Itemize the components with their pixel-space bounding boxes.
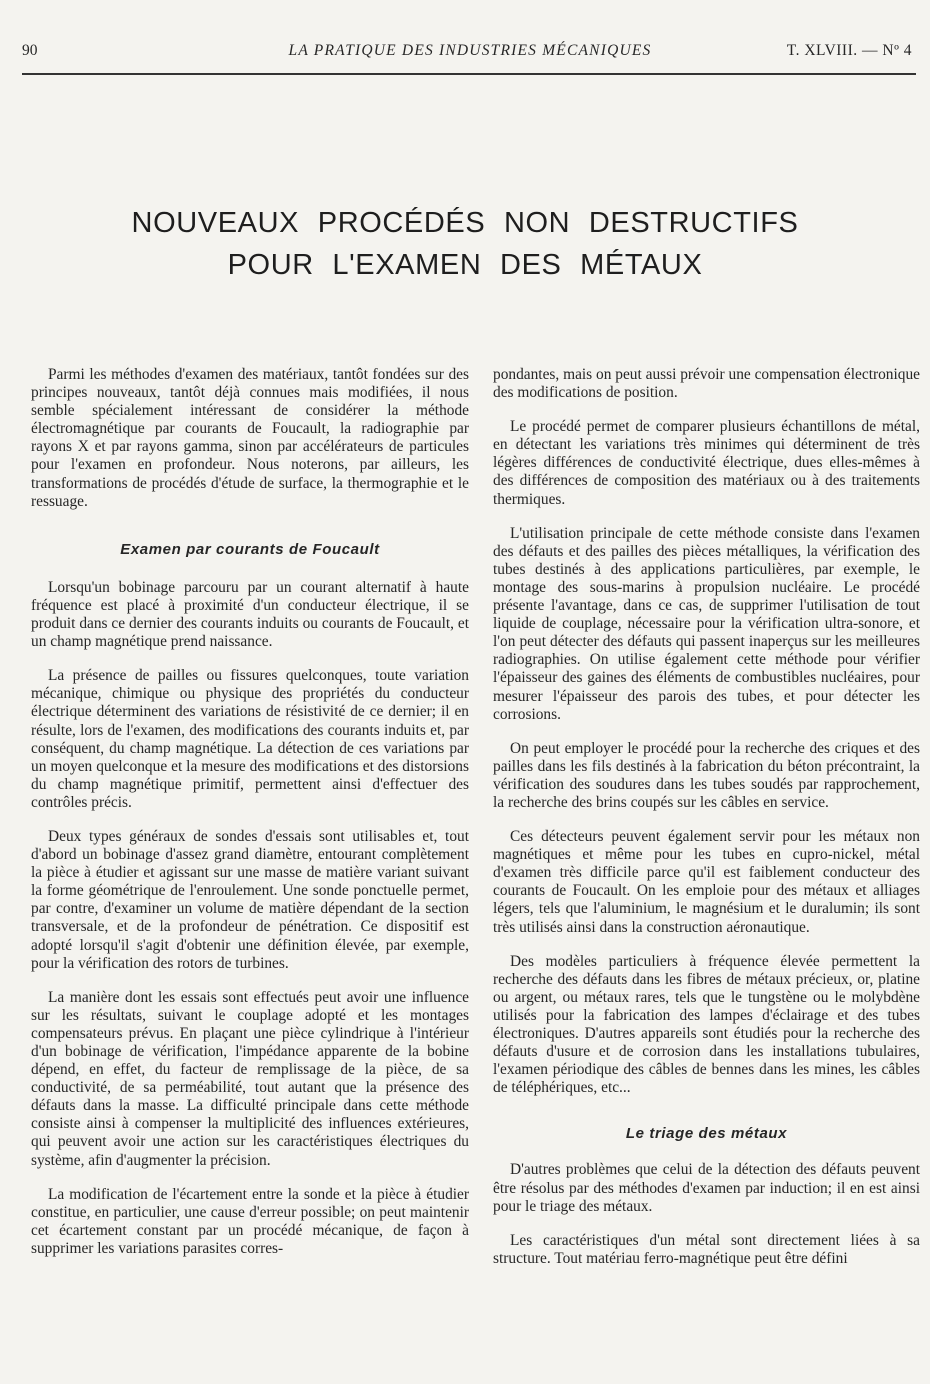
paragraph: On peut employer le procédé pour la recherche des criques et des pailles dans les fils destinés à la fabrication du béton précontraint, la vérification des soudures dans les tubes soudés par rapprochement, la recherche des brins coupés sur les câbles en service. [493, 739, 920, 811]
paragraph: Deux types généraux de sondes d'essais sont utilisables et, tout d'abord un bobinage d'assez grand diamètre, entourant complètement la pièce à étudier et agissant sur une masse de matière variant suivant la forme géométrique de l'enroulement. Une sonde ponctuelle permet, par contre, d'examiner un volume de matière dépendant de la section transversale, et de la profondeur de pénétration. Ce dispositif est adopté lorsqu'il s'agit d'obtenir une définition élevée, par exemple, pour la vérification des rotors de turbines. [31, 827, 469, 972]
intro-paragraph: Parmi les méthodes d'examen des matériaux, tantôt fondées sur des principes nouveaux, tantôt déjà connues mais modifiées, il nous semble spécialement intéressant de considérer la méthode électromagnétique par courants de Foucault, la radiographie par rayons X et par rayons gamma, sinon par accélérateurs de particules pour l'examen en profondeur. Nous noterons, par ailleurs, les transformations de procédés d'étude de surface, la thermographie et le ressuage. [31, 366, 469, 510]
left-column [31, 366, 469, 1274]
continued-paragraph: pondantes, mais on peut aussi prévoir une compensation électronique des modifications de position. [493, 366, 920, 402]
article-title [0, 202, 930, 286]
paragraph: Lorsqu'un bobinage parcouru par un courant alternatif à haute fréquence est placé à proximité d'un conducteur électrique, il se produit dans ce dernier des courants induits ou courants de Foucault, et un champ magnétique prend naissance. [31, 578, 469, 651]
right-column [493, 366, 920, 1284]
article-title-line-1: NOUVEAUX PROCÉDÉS NON DESTRUCTIFS [131, 207, 799, 239]
paragraph: Des modèles particuliers à fréquence élevée permettent la recherche des défauts dans les fibres de métaux précieux, or, platine ou argent, ou métaux rares, tels que le tungstène ou le molybdène utilisés pour la fabrication des lampes d'éclairage et des tubes électroniques. D'autres appareils sont étudiés pour la recherche des défauts d'usure et de corrosion dans les installations tubulaires, l'examen périodique des câbles de bennes dans les mines, les câbles de téléphériques, etc... [493, 952, 920, 1097]
journal-title: LA PRATIQUE DES INDUSTRIES MÉCANIQUES [288, 42, 652, 59]
paragraph: La présence de pailles ou fissures quelconques, toute variation mécanique, chimique ou physique des propriétés du conducteur électrique déterminent des variations de résistivité de ce dernier; il en résulte, lors de l'examen, des modifications des courants induits et, par conséquent, du champ magnétique. La détection de ces variations par un moyen quelconque et la mesure des modifications et des distorsions du champ magnétique primitif, permettent ainsi d'effectuer des contrôles précis. [31, 667, 469, 811]
paragraph: Le procédé permet de comparer plusieurs échantillons de métal, en détectant les variations très minimes qui déterminent de très légères différences de conductivité électrique, dues elles-mêmes à des différences de composition des matériaux ou à des traitements thermiques. [493, 418, 920, 508]
paragraph: Ces détecteurs peuvent également servir pour les métaux non magnétiques et même pour les tubes en cupro-nickel, métal d'examen très difficile parce qu'il est faiblement conducteur des courants de Foucault. On les emploie pour des métaux et alliages légers, tels que l'aluminium, le magnésium et le duralumin; ils sont très utilisés ainsi dans la construction aéronautique. [493, 828, 920, 936]
header-rule [22, 73, 916, 75]
running-header [22, 38, 918, 62]
page-number: 90 [22, 42, 38, 59]
paragraph: L'utilisation principale de cette méthode consiste dans l'examen des défauts et des pailles des pièces métalliques, la vérification des tubes destinés à des applications particulières, par exemple, le montage des sous-marins à propulsion nucléaire. Le procédé présente l'avantage, dans ce cas, de supprimer l'utilisation de tout liquide de couplage, nécessaire pour la vérification ultra-sonore, et l'on peut détecter des défauts qui passent inaperçus sur les meilleures radiographies. On utilise également cette méthode pour vérifier l'épaisseur des gaines des éléments de combustibles nucléaires, pour mesurer l'épaisseur des parois des tubes, et pour détecter les corrosions. [493, 524, 920, 723]
article-title-line-2: POUR L'EXAMEN DES MÉTAUX [227, 249, 703, 281]
paragraph: Les caractéristiques d'un métal sont directement liées à sa structure. Tout matériau ferro-magnétique peut être défini [493, 1231, 920, 1267]
paragraph: D'autres problèmes que celui de la détection des défauts peuvent être résolus par des méthodes d'examen par induction; il en est ainsi pour le triage des métaux. [493, 1161, 920, 1215]
section-heading-foucault: Examen par courants de Foucault [120, 540, 380, 558]
paragraph: La manière dont les essais sont effectués peut avoir une influence sur les résultats, suivant le couplage adopté et les montages compensateurs prévus. En plaçant une pièce cylindrique à l'intérieur d'un bobinage de vérification, l'impédance apparente de la bobine dépend, en effet, du facteur de remplissage de la pièce, de sa conductivité, de sa perméabilité, tout autant que la présence des défauts dans la masse. La difficulté principale dans cette méthode consiste ainsi à compenser la multiplicité des influences extérieures, qui peuvent avoir une action sur les caractéristiques électriques du système, afin d'augmenter la précision. [31, 988, 469, 1169]
paragraph: La modification de l'écartement entre la sonde et la pièce à étudier constitue, en particulier, une cause d'erreur possible; on peut maintenir cet écartement constant par un procédé mécanique, de façon à supprimer les variations parasites corres- [31, 1185, 469, 1257]
section-heading-triage: Le triage des métaux [625, 1125, 788, 1143]
volume-number: T. XLVIII. — Nº 4 [786, 42, 912, 59]
